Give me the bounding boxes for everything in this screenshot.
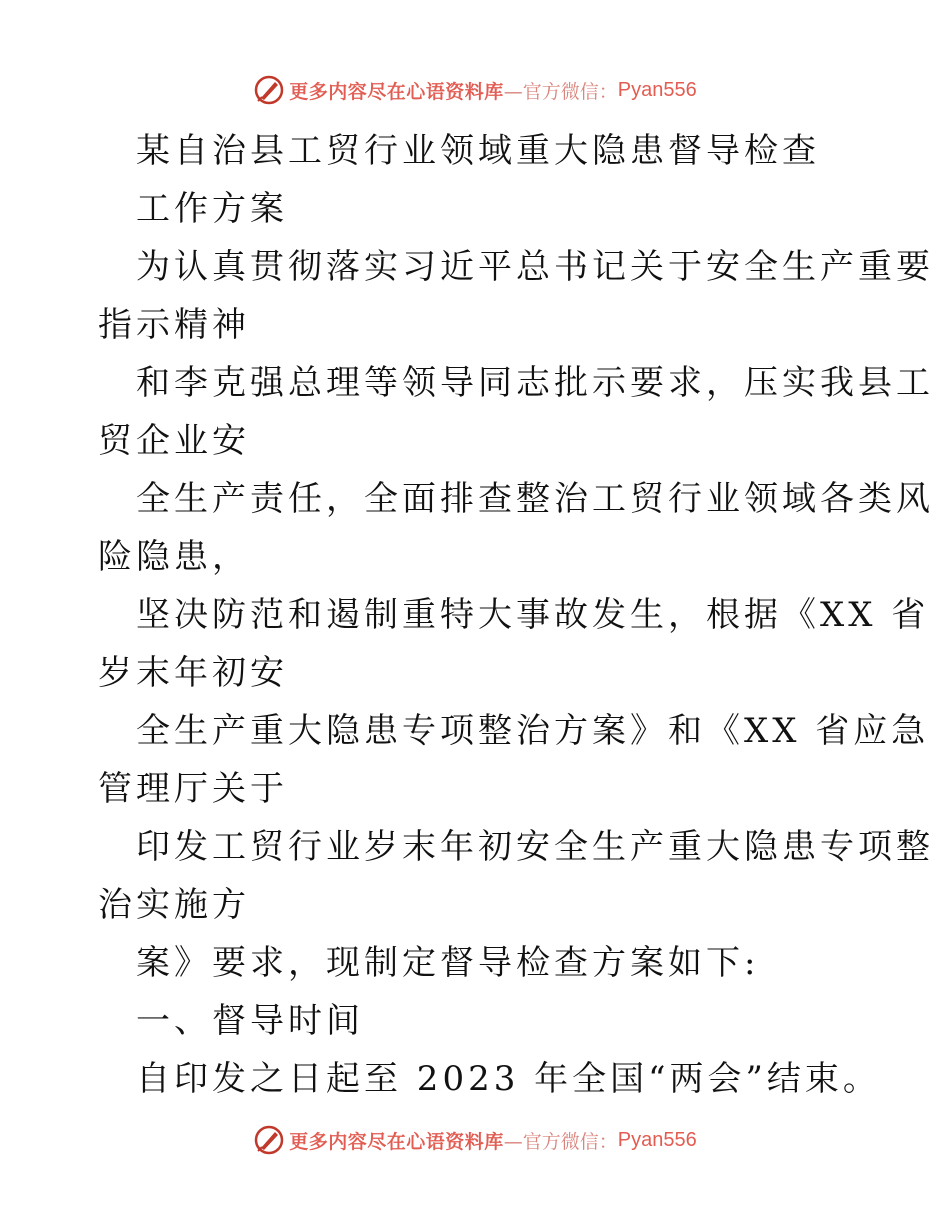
quill-seal-icon [253,1124,285,1156]
watermark-wechat-id: Pyan556 [617,78,697,101]
document-body [98,122,934,1108]
document-line: 某自治县工贸行业领域重大隐患督导检查 [136,131,820,171]
watermark-banner-bottom [0,1120,950,1160]
watermark-text: 更多内容尽在心语资料库 [289,80,504,103]
document-line: 管理厅关于 [98,769,288,809]
document-line: 案》要求，现制定督导检查方案如下: [136,943,760,983]
watermark-separator: —官方微信： [503,80,618,103]
document-line: 印发工贸行业岁末年初安全生产重大隐患专项整 [136,827,934,867]
document-line: 贸企业安 [98,421,250,461]
document-line: 为认真贯彻落实习近平总书记关于安全生产重要 [136,247,934,287]
document-line: 岁末年初安 [98,653,288,693]
document-line: 全生产重大隐患专项整治方案》和《XX 省应急 [136,711,930,751]
watermark-separator: —官方微信： [503,1130,618,1153]
document-line: 工作方案 [136,189,288,229]
quill-seal-icon [253,74,285,106]
document-line: 治实施方 [98,885,250,925]
document-line: 一、督导时间 [136,1001,364,1041]
watermark-text: 更多内容尽在心语资料库 [289,1130,504,1153]
document-line: 坚决防范和遏制重特大事故发生，根据《XX 省 [136,595,930,635]
document-line: 全生产责任，全面排查整治工贸行业领域各类风 [136,479,934,519]
watermark-banner-top [0,70,950,110]
document-line: 指示精神 [98,305,250,345]
document-line: 险隐患， [98,537,250,577]
watermark-wechat-id: Pyan556 [617,1128,697,1151]
document-line: 自印发之日起至 2023 年全国“两会”结束。 [136,1059,881,1099]
document-line: 和李克强总理等领导同志批示要求，压实我县工 [136,363,934,403]
